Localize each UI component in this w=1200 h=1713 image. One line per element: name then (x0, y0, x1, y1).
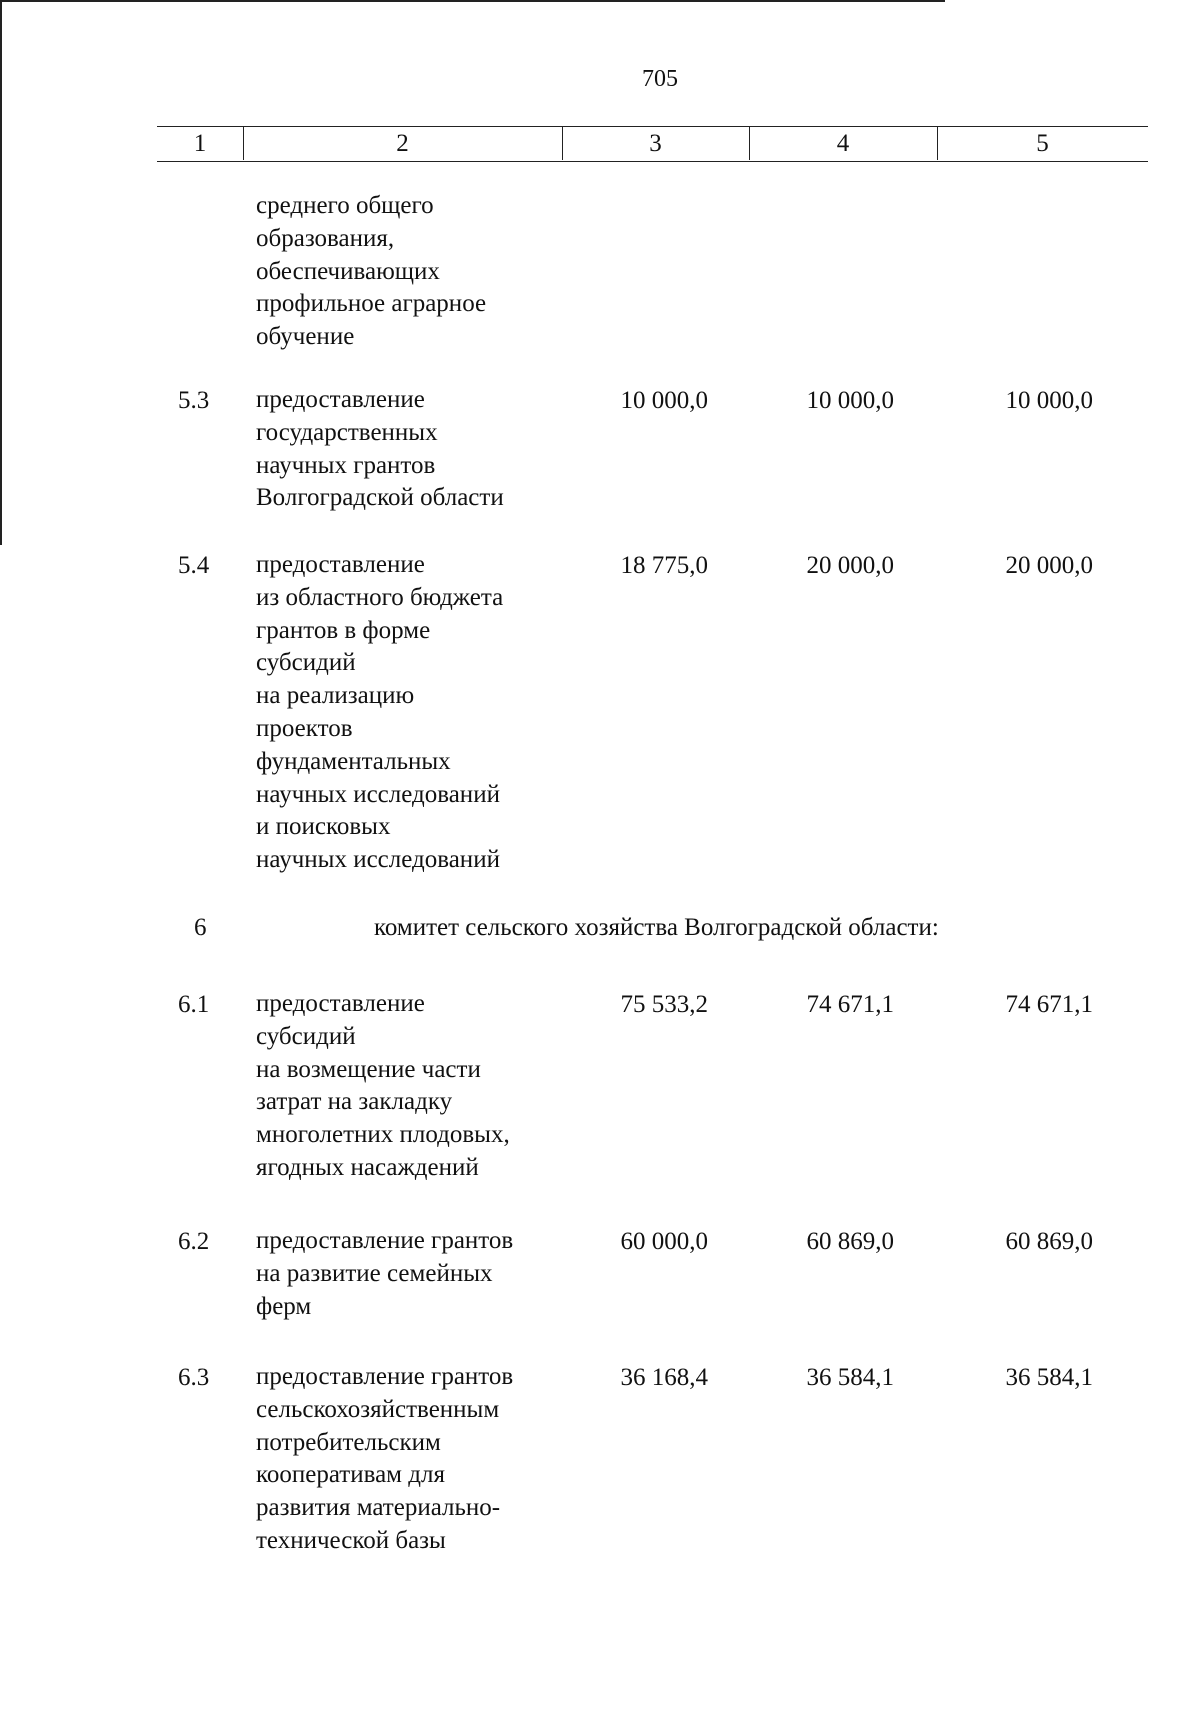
value-col-4: 60 869,0 (806, 1228, 894, 1255)
value-col-3: 60 000,0 (620, 1228, 708, 1255)
header-col-1: 1 (193, 130, 207, 157)
row-number: 5.4 (178, 552, 210, 579)
value-col-5: 10 000,0 (1005, 387, 1093, 414)
value-col-3: 36 168,4 (620, 1364, 708, 1391)
value-col-3: 18 775,0 (620, 552, 708, 579)
row-number: 6.1 (178, 991, 210, 1018)
row-description: предоставление субсидий на возмещение части затрат на закладку многолетних плодовых, ягодных насаждений (256, 990, 510, 1181)
value-col-4: 74 671,1 (806, 991, 894, 1018)
value-col-3: 10 000,0 (620, 387, 708, 414)
value-col-4: 10 000,0 (806, 387, 894, 414)
value-col-5: 60 869,0 (1005, 1228, 1093, 1255)
section-number: 6 (194, 914, 207, 941)
row-description: предоставление грантов сельскохозяйственным потребительским кооперативам для развития материально- технической базы (256, 1363, 514, 1554)
value-col-4: 20 000,0 (806, 552, 894, 579)
header-divider (749, 126, 750, 160)
row-description: предоставление грантов на развитие семейных ферм (256, 1227, 514, 1320)
scan-edge-top (0, 0, 945, 2)
section-title: комитет сельского хозяйства Волгоградской области: (374, 914, 939, 941)
header-col-3: 3 (649, 130, 662, 157)
row-number: 5.3 (178, 387, 210, 414)
row-description: предоставление государственных научных грантов Волгоградской области (256, 386, 504, 512)
row-number: 6.2 (178, 1228, 210, 1255)
header-divider (243, 126, 244, 160)
value-col-4: 36 584,1 (806, 1364, 894, 1391)
table-header (157, 126, 1148, 162)
value-col-5: 74 671,1 (1005, 991, 1093, 1018)
header-divider (937, 126, 938, 160)
continuation-text: среднего общего образования, обеспечивающих профильное аграрное обучение (256, 192, 487, 351)
header-col-4: 4 (836, 130, 850, 157)
page-number: 705 (642, 66, 678, 92)
value-col-5: 20 000,0 (1005, 552, 1093, 579)
header-col-2: 2 (396, 130, 409, 157)
value-col-5: 36 584,1 (1005, 1364, 1093, 1391)
header-col-5: 5 (1036, 130, 1049, 157)
row-description: предоставление из областного бюджета грантов в форме субсидий на реализацию проектов фундаментальных научных исследований и поисковых научных исследований (256, 551, 504, 874)
header-divider (562, 126, 563, 160)
row-number: 6.3 (178, 1364, 210, 1391)
value-col-3: 75 533,2 (620, 991, 708, 1018)
